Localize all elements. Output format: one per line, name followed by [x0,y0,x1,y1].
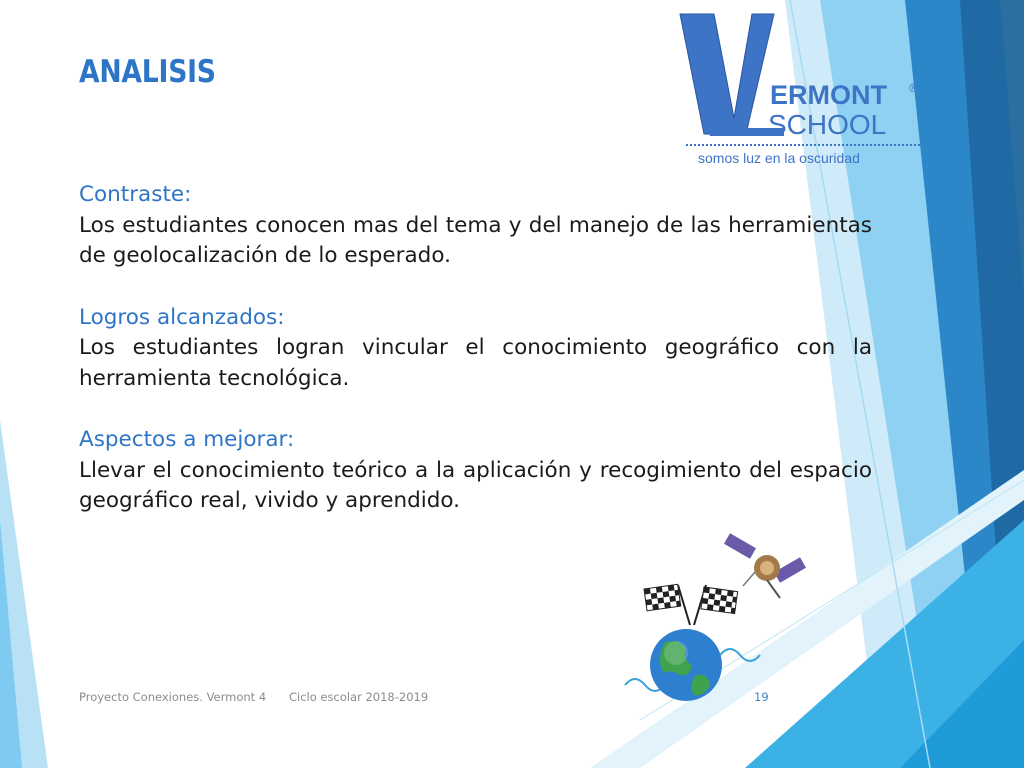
clipart-illustration [620,525,820,715]
section-contraste [79,180,872,272]
section-heading: Contraste: [79,182,192,207]
logo-tagline: somos luz en la oscuridad [698,150,860,166]
globe-icon [650,629,722,701]
section-text: Los estudiantes conocen mas del tema y del manejo de las herramientas de geolocalización de lo esperado. [79,212,872,268]
section-heading: Logros alcanzados: [79,304,285,330]
section-text: Llevar el conocimiento teórico a la aplicación y recogimiento del espacio geográfico real, vivido y aprendido. [79,457,872,513]
slide-body [79,180,872,548]
footer-cycle: Ciclo escolar 2018-2019 [289,690,429,704]
section-aspectos [79,425,872,517]
logo-line2: SCHOOL [768,109,887,140]
checkered-flags-icon [644,584,738,625]
logo-line1: ERMONT [770,80,887,110]
section-heading: Aspectos a mejorar: [79,427,295,452]
page-number: 19 [754,690,769,704]
satellite-icon [724,533,806,598]
vermont-school-logo [676,8,926,178]
logo-registered: ® [909,81,918,95]
section-text: Los estudiantes logran vincular el conocimiento geográfico con la herramienta tecnológica. [79,335,872,391]
footer-project: Proyecto Conexiones. Vermont 4 [79,690,267,704]
section-logros [79,303,872,395]
slide-title: ANALISIS [79,54,216,90]
